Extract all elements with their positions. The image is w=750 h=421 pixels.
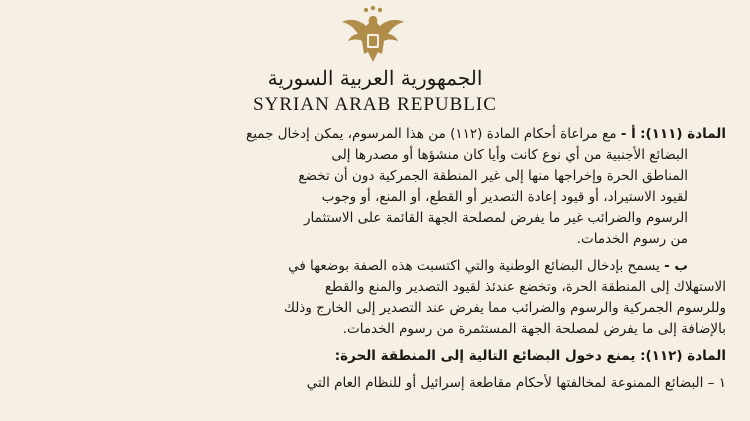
article-111-line: المناطق الحرة وإخراجها منها إلى غير المنطقة الجمركية دون أن تخضع bbox=[298, 168, 688, 184]
article-111-line: الرسوم والضرائب غير ما يفرض لمصلحة الجهة القائمة على الاستثمار bbox=[304, 210, 688, 226]
item-b-line: بالإضافة إلى ما يفرض لمصلحة الجهة المستثمرة من رسوم الخدمات. bbox=[342, 321, 726, 337]
item-b-line: وللرسوم الجمركية والرسوم والضرائب مما يفرض عند التصدير إلى الخارج وذلك bbox=[283, 300, 726, 316]
item-b-label: ب - bbox=[664, 258, 688, 274]
item-b-first-line bbox=[56, 256, 726, 277]
decree-text bbox=[56, 124, 726, 394]
item-a-label: أ - bbox=[620, 126, 636, 142]
article-111-first-line bbox=[56, 124, 726, 145]
article-112-item-1: ١ – البضائع الممنوعة لمخالفتها لأحكام مقاطعة إسرائيل أو للنظام العام التي bbox=[306, 375, 726, 391]
article-111-line: من رسوم الخدمات. bbox=[576, 231, 688, 247]
article-111-line: البضائع الأجنبية من أي نوع كانت وأيا كان منشؤها أو مصدرها إلى bbox=[331, 147, 688, 163]
eagle-emblem-icon bbox=[338, 4, 408, 64]
article-111-heading: المادة (١١١): bbox=[640, 126, 726, 142]
item-b-line: الاستهلاك إلى المنطقة الحرة، وتخضع عندئذ لقيود التصدير والمنع والقطع bbox=[324, 279, 726, 295]
article-111-line: مع مراعاة أحكام المادة (١١٢) من هذا المرسوم، يمكن إدخال جميع bbox=[246, 126, 617, 142]
article-111-line: لقيود الاستيراد، أو قيود إعادة التصدير أو القطع، أو المنع، أو وجوب bbox=[321, 189, 688, 205]
article-112-heading: المادة (١١٢): يمنع دخول البضائع التالية إلى المنطقة الحرة: bbox=[334, 348, 726, 364]
country-name-arabic: الجمهورية العربية السورية bbox=[267, 66, 483, 90]
item-b-line: يسمح بإدخال البضائع الوطنية والتي اكتسبت هذه الصفة بوضعها في bbox=[288, 258, 660, 274]
country-name-english: SYRIAN ARAB REPUBLIC bbox=[253, 94, 497, 115]
